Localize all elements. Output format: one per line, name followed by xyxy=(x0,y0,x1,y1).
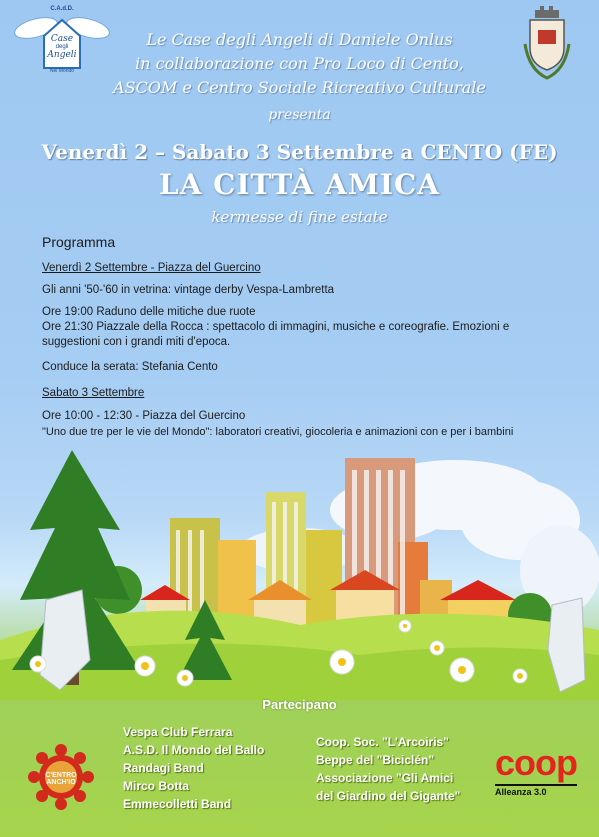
friday-item-1: Ore 19:00 Raduno delle mitiche due ruote xyxy=(42,306,256,318)
partners-line: ASCOM e Centro Sociale Ricreativo Culturale xyxy=(113,78,486,97)
centro-anchio-text: C'ENTRO ANCH'IO xyxy=(45,772,77,786)
participant-col1-4: Mirco Botta xyxy=(123,779,189,793)
participant-col2-2: Beppe del "Biciclén" xyxy=(316,753,435,767)
coop-logo-rule xyxy=(495,784,577,786)
logo-bottom-label: Nel Mondo xyxy=(49,68,75,74)
event-dates: Venerdì 2 – Sabato 3 Settembre a CENTO (FE) xyxy=(41,140,558,164)
saturday-item-1: Ore 10:00 - 12:30 - Piazza del Guercino xyxy=(42,410,246,422)
logo-word-angeli: Angeli xyxy=(47,50,77,60)
participant-col1-3: Randagi Band xyxy=(123,761,204,775)
participant-col1-5: Emmecolletti Band xyxy=(123,797,232,811)
event-subtitle: kermesse di fine estate xyxy=(211,208,388,226)
collaboration-line: in collaborazione con Pro Loco di Cento, xyxy=(135,54,464,73)
friday-item-2: Ore 21:30 Piazzale della Rocca : spettacolo di immagini, musiche e coreografie. Emozioni e xyxy=(42,321,510,333)
friday-host: Conduce la serata: Stefania Cento xyxy=(42,361,218,373)
presents-line: presenta xyxy=(268,107,331,123)
friday-heading: Venerdì 2 Settembre - Piazza del Guercino xyxy=(42,262,261,274)
friday-theme: Gli anni '50-'60 in vetrina: vintage derby Vespa-Lambretta xyxy=(42,284,335,296)
city-illustration xyxy=(0,440,599,700)
coop-logo-subtitle: Alleanza 3.0 xyxy=(495,787,547,797)
friday-item-2-cont: suggestioni con i grandi miti d'epoca. xyxy=(42,336,231,348)
event-title: LA CITTÀ AMICA xyxy=(159,168,440,201)
participant-col2-3: Associazione "Gli Amici xyxy=(316,771,454,785)
participant-col2-4: del Giardino del Gigante" xyxy=(316,789,461,803)
logo-top-label: C.A.d.D. xyxy=(50,6,74,12)
logo-word-degli: degli xyxy=(55,44,69,50)
participant-col2-1: Coop. Soc. "L'Arcoiris" xyxy=(316,735,449,749)
program-heading: Programma xyxy=(42,234,116,250)
participants-heading: Partecipano xyxy=(262,697,337,712)
logo-word-case: Case xyxy=(50,34,74,44)
saturday-heading: Sabato 3 Settembre xyxy=(42,387,145,399)
coop-logo-word: coop xyxy=(495,742,577,783)
participant-col1-1: Vespa Club Ferrara xyxy=(123,725,233,739)
saturday-item-2: "Uno due tre per le vie del Mondo": laboratori creativi, giocoleria e animazioni con e per i bambini xyxy=(42,426,514,438)
participant-col1-2: A.S.D. Il Mondo del Ballo xyxy=(123,743,265,757)
organizer-line: Le Case degli Angeli di Daniele Onlus xyxy=(146,30,453,49)
